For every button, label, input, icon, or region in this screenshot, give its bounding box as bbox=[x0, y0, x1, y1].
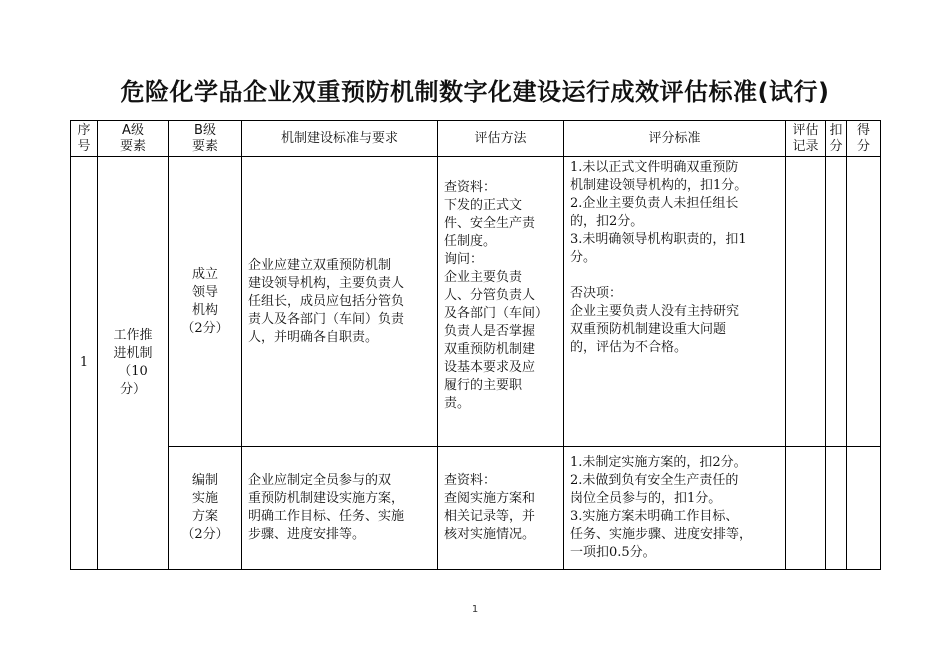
header-b-level: B级 要素 bbox=[169, 121, 242, 157]
b-element-cell: 成立 领导 机构 （2分） bbox=[169, 157, 242, 447]
score-cell[interactable] bbox=[847, 447, 881, 570]
standard-cell: 企业应建立双重预防机制 建设领导机构，主要负责人 任组长，成员应包括分管负 责人及各部门（车间）负责 人，并明确各自职责。 bbox=[242, 157, 438, 447]
deduct-cell[interactable] bbox=[826, 447, 847, 570]
header-record: 评估 记录 bbox=[786, 121, 826, 157]
standard-cell: 企业应制定全员参与的双 重预防机制建设实施方案， 明确工作目标、任务、实施 步骤、进度安排等。 bbox=[242, 447, 438, 570]
criteria-cell: 1.未以正式文件明确双重预防 机制建设领导机构的，扣1分。 2.企业主要负责人未担任组长 的，扣2分。 3.未明确领导机构职责的，扣1 分。 否决项： 企业主要负责人没有主持研究 双重预防机制建设重大问题 的，评估为不合格。 bbox=[564, 157, 786, 447]
header-method: 评估方法 bbox=[438, 121, 564, 157]
header-criteria: 评分标准 bbox=[564, 121, 786, 157]
header-score: 得 分 bbox=[847, 121, 881, 157]
deduct-cell[interactable] bbox=[826, 157, 847, 447]
record-cell[interactable] bbox=[786, 157, 826, 447]
seq-cell: 1 bbox=[71, 157, 98, 570]
header-standard: 机制建设标准与要求 bbox=[242, 121, 438, 157]
evaluation-standard-table bbox=[70, 120, 881, 570]
criteria-cell: 1.未制定实施方案的，扣2分。 2.未做到负有安全生产责任的 岗位全员参与的，扣1分。 3.实施方案未明确工作目标、 任务、实施步骤、进度安排等， 一项扣0.5分。 bbox=[564, 447, 786, 570]
table-row bbox=[71, 447, 881, 570]
header-deduct: 扣 分 bbox=[826, 121, 847, 157]
page-number: 1 bbox=[471, 604, 479, 615]
table-header-row bbox=[71, 121, 881, 157]
method-cell: 查资料： 下发的正式文 件、安全生产责 任制度。 询问： 企业主要负责 人、分管负责人 及各部门（车间） 负责人是否掌握 双重预防机制建 设基本要求及应 履行的主要职 责。 bbox=[438, 157, 564, 447]
b-element-cell: 编制 实施 方案 （2分） bbox=[169, 447, 242, 570]
method-cell: 查资料： 查阅实施方案和 相关记录等，并 核对实施情况。 bbox=[438, 447, 564, 570]
record-cell[interactable] bbox=[786, 447, 826, 570]
table-row bbox=[71, 157, 881, 447]
header-a-level: A级 要素 bbox=[98, 121, 169, 157]
a-element-cell: 工作推 进机制 （10 分） bbox=[98, 157, 169, 570]
header-seq: 序 号 bbox=[71, 121, 98, 157]
page-title: 危险化学品企业双重预防机制数字化建设运行成效评估标准(试行) bbox=[120, 78, 830, 106]
score-cell[interactable] bbox=[847, 157, 881, 447]
